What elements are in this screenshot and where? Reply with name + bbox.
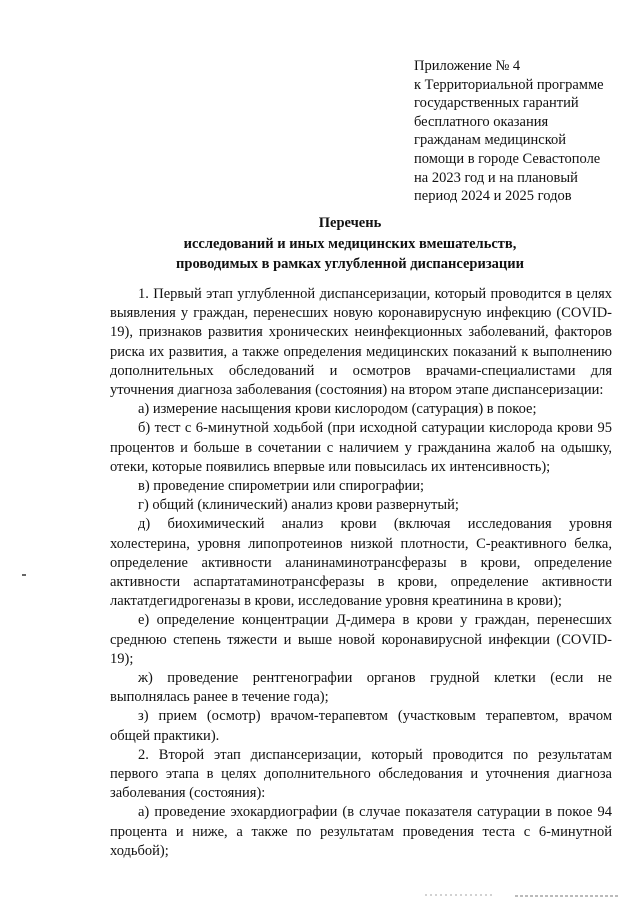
paragraph-stage-1: 1. Первый этап углубленной диспансеризации, который проводится в целях выявления у граждан, перенесших новую коронавирусную инфекцию (COVID-19), признаков развития хронических неинфекционных заболеваний, факторов риска их развития, а также определения медицинских показаний к выполнению дополнительных обследований и осмотров врачами-специалистами для уточнения диагноза заболевания (состояния) на втором этапе диспансеризации: [110, 286, 612, 399]
list-item-a-stage-2: а) проведение эхокардиографии (в случае показателя сатурации в покое 94 процента и ниже, а также по результатам проведения теста с 6-минутной ходьбой); [110, 804, 612, 859]
appendix-line: к Территориальной программе [414, 76, 604, 93]
appendix-line: гражданам медицинской [414, 132, 567, 149]
list-item-e: е) определение концентрации Д-димера в крови у граждан, перенесших среднюю степень тяжести и выше новой коронавирусной инфекции (COVID-19); [110, 612, 612, 667]
list-item-d: д) биохимический анализ крови (включая исследования уровня холестерина, уровня липопротеинов низкой плотности, С-реактивного белка, определение активности аланинаминотрансферазы в крови, определение активности аспартатаминотрансферазы в крови, определение активности лактатдегидрогеназы в крови, исследование уровня креатинина в крови); [110, 516, 612, 610]
appendix-line: на 2023 год и на плановый [414, 169, 578, 186]
appendix-line: бесплатного оказания [414, 113, 549, 130]
appendix-line: помощи в городе Севастополе [414, 150, 601, 167]
document-body [110, 285, 612, 861]
paragraph-stage-2: 2. Второй этап диспансеризации, который проводится по результатам первого этапа в целях дополнительного обследования и уточнения диагноза заболевания (состояния): [110, 746, 612, 802]
scan-mark [22, 574, 26, 576]
scan-noise [425, 890, 625, 898]
list-item-z: з) прием (осмотр) врачом-терапевтом (участковым терапевтом, врачом общей практики). [110, 708, 612, 744]
appendix-line: государственных гарантий [414, 95, 579, 112]
document-title [110, 213, 590, 275]
list-item-v: в) проведение спирометрии или спирографии; [138, 478, 425, 495]
list-item-zh: ж) проведение рентгенографии органов грудной клетки (если не выполнялась ранее в течение года); [110, 670, 612, 706]
title-line-2: исследований и иных медицинских вмешательств, [183, 235, 517, 252]
title-line-3: проводимых в рамках углубленной диспансеризации [176, 256, 524, 272]
appendix-header [414, 57, 629, 206]
list-item-g: г) общий (клинический) анализ крови развернутый; [138, 497, 459, 514]
list-item-b: б) тест с 6-минутной ходьбой (при исходной сатурации кислорода крови 95 процентов и больше в сочетании с наличием у гражданина жалоб на одышку, отеки, которые появились впервые или повысилась их интенсивность); [110, 420, 612, 475]
appendix-line: период 2024 и 2025 годов [414, 188, 572, 205]
appendix-line: Приложение № 4 [414, 58, 521, 74]
list-item-a: а) измерение насыщения крови кислородом (сатурация) в покое; [138, 401, 537, 418]
title-line-1: Перечень [318, 215, 382, 231]
